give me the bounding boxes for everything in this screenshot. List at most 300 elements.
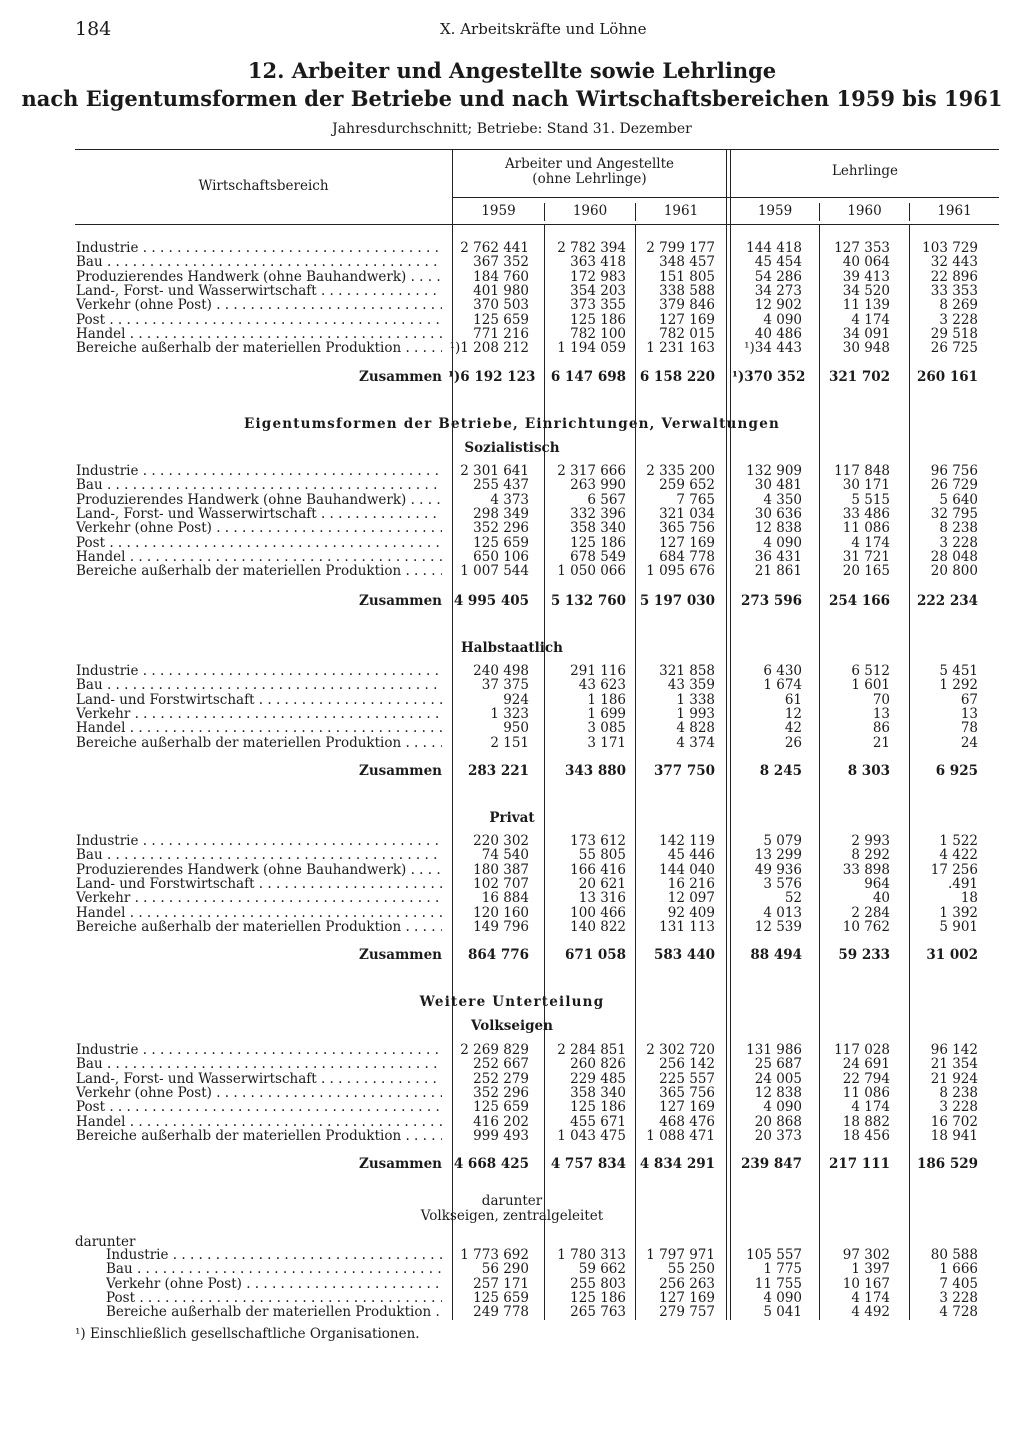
cell-value: 225 557 bbox=[659, 1070, 715, 1087]
table-row bbox=[0, 1129, 1024, 1144]
cell-value: 28 048 bbox=[930, 548, 978, 565]
cell-value: 1 186 bbox=[587, 691, 626, 708]
cell-value: 125 186 bbox=[570, 1099, 626, 1116]
table-row bbox=[0, 920, 1024, 935]
cell-value: 260 826 bbox=[570, 1056, 626, 1073]
cell-value: 1 050 066 bbox=[557, 563, 626, 580]
cell-value: 1 773 692 bbox=[460, 1247, 529, 1263]
cell-value: 6 567 bbox=[587, 491, 626, 508]
cell-value: 354 203 bbox=[570, 282, 626, 299]
cell-value: 34 273 bbox=[754, 282, 802, 299]
subsection-heading-centrally-managed: Volkseigen, zentralgeleitet bbox=[420, 1208, 604, 1224]
cell-value: 1 292 bbox=[939, 677, 978, 694]
cell-value: 13 316 bbox=[578, 890, 626, 907]
row-label: Land-, Forst- und Wasserwirtschaft . . . bbox=[76, 507, 442, 522]
row-label: Bereiche außerhalb der materiellen Produktion . . . bbox=[76, 341, 442, 356]
cell-value: 24 005 bbox=[754, 1070, 802, 1087]
total-value: 186 529 bbox=[916, 1156, 978, 1172]
row-label: Industrie . . . bbox=[76, 241, 442, 256]
cell-value: 26 729 bbox=[930, 477, 978, 494]
cell-value: 8 238 bbox=[939, 520, 978, 537]
cell-value: 924 bbox=[503, 691, 529, 708]
cell-value: 12 bbox=[784, 705, 802, 722]
cell-value: 4 090 bbox=[763, 311, 802, 328]
cell-value: 127 169 bbox=[659, 1099, 715, 1116]
total-value: 222 234 bbox=[916, 593, 978, 609]
cell-value: 166 416 bbox=[570, 861, 626, 878]
row-label: Land-, Forst- und Wasserwirtschaft . . . bbox=[76, 1072, 442, 1087]
cell-value: 4 090 bbox=[763, 1289, 802, 1306]
cell-value: 40 064 bbox=[842, 254, 890, 271]
cell-value: 2 799 177 bbox=[646, 240, 715, 256]
cell-value: 3 085 bbox=[587, 720, 626, 737]
cell-value: 36 431 bbox=[754, 548, 802, 565]
cell-value: 20 165 bbox=[842, 563, 890, 580]
cell-value: 184 760 bbox=[473, 268, 529, 285]
page-number: 184 bbox=[75, 18, 112, 40]
table-row bbox=[0, 298, 1024, 313]
cell-value: .491 bbox=[947, 875, 978, 892]
total-value: 5 197 030 bbox=[639, 593, 715, 609]
row-label: Post . . . bbox=[76, 1100, 442, 1115]
section-heading-further-breakdown: Weitere Unterteilung bbox=[419, 994, 605, 1010]
row-label: Handel . . . bbox=[76, 327, 442, 342]
cell-value: 4 174 bbox=[851, 1289, 890, 1306]
cell-value: 180 387 bbox=[473, 861, 529, 878]
cell-value: 7 405 bbox=[939, 1275, 978, 1292]
cell-value: 20 621 bbox=[578, 875, 626, 892]
cell-value: 43 359 bbox=[667, 677, 715, 694]
cell-value: 3 228 bbox=[939, 311, 978, 328]
cell-value: 348 457 bbox=[659, 254, 715, 271]
total-value: ¹)6 192 123 bbox=[448, 369, 536, 385]
cell-value: 24 bbox=[960, 734, 978, 751]
cell-value: 1 194 059 bbox=[557, 340, 626, 357]
row-label: Post . . . bbox=[76, 536, 442, 551]
cell-value: 1 674 bbox=[763, 677, 802, 694]
subsection-heading-private: Privat bbox=[489, 810, 535, 826]
stub-header: Wirtschaftsbereich bbox=[198, 178, 329, 194]
cell-value: 18 941 bbox=[930, 1127, 978, 1144]
cell-value: 256 263 bbox=[659, 1275, 715, 1292]
cell-value: 416 202 bbox=[473, 1113, 529, 1130]
cell-value: 61 bbox=[784, 691, 802, 708]
group-header-workers-line1: Arbeiter und Angestellte bbox=[504, 156, 675, 172]
table-row bbox=[0, 721, 1024, 736]
cell-value: 358 340 bbox=[570, 520, 626, 537]
cell-value: 45 446 bbox=[667, 847, 715, 864]
cell-value: 4 090 bbox=[763, 534, 802, 551]
year-header: 1959 bbox=[481, 203, 516, 219]
total-value: 5 132 760 bbox=[550, 593, 626, 609]
cell-value: 30 636 bbox=[754, 505, 802, 522]
cell-value: 11 086 bbox=[842, 1084, 890, 1101]
cell-value: 55 250 bbox=[667, 1261, 715, 1278]
cell-value: 96 756 bbox=[930, 463, 978, 479]
cell-value: 39 413 bbox=[842, 268, 890, 285]
row-label: Produzierendes Handwerk (ohne Bauhandwerk) . . . bbox=[76, 270, 442, 285]
cell-value: 16 884 bbox=[481, 890, 529, 907]
cell-value: 3 576 bbox=[763, 875, 802, 892]
row-label: Post . . . bbox=[106, 1291, 442, 1306]
cell-value: 782 100 bbox=[570, 325, 626, 342]
row-label: Verkehr (ohne Post) . . . bbox=[76, 298, 442, 313]
cell-value: 401 980 bbox=[473, 282, 529, 299]
cell-value: 26 bbox=[784, 734, 802, 751]
cell-value: 33 898 bbox=[842, 861, 890, 878]
total-value: 6 925 bbox=[935, 763, 978, 779]
cell-value: 999 493 bbox=[473, 1127, 529, 1144]
cell-value: 29 518 bbox=[930, 325, 978, 342]
cell-value: 279 757 bbox=[659, 1304, 715, 1321]
cell-value: 13 bbox=[872, 705, 890, 722]
table-title-line1: 12. Arbeiter und Angestellte sowie Lehrlinge bbox=[247, 58, 777, 83]
cell-value: 54 286 bbox=[754, 268, 802, 285]
cell-value: 12 902 bbox=[754, 297, 802, 314]
row-label: Verkehr . . . bbox=[76, 891, 442, 906]
cell-value: 964 bbox=[864, 875, 890, 892]
cell-value: 74 540 bbox=[481, 847, 529, 864]
total-label: Zusammen bbox=[359, 1156, 442, 1172]
cell-value: 33 486 bbox=[842, 505, 890, 522]
cell-value: 17 256 bbox=[930, 861, 978, 878]
cell-value: 131 113 bbox=[659, 918, 715, 935]
cell-value: 31 721 bbox=[842, 548, 890, 565]
cell-value: 67 bbox=[960, 691, 978, 708]
total-value: 283 221 bbox=[467, 763, 529, 779]
cell-value: 220 302 bbox=[473, 833, 529, 849]
row-label: Bau . . . bbox=[76, 848, 442, 863]
row-label: Industrie . . . bbox=[76, 464, 442, 479]
cell-value: 132 909 bbox=[746, 463, 802, 479]
cell-value: 1 993 bbox=[676, 705, 715, 722]
cell-value: ¹)34 443 bbox=[744, 340, 802, 357]
total-value: 88 494 bbox=[750, 947, 802, 963]
cell-value: 20 373 bbox=[754, 1127, 802, 1144]
cell-value: 5 079 bbox=[763, 833, 802, 849]
cell-value: 373 355 bbox=[570, 297, 626, 314]
cell-value: 257 171 bbox=[473, 1275, 529, 1292]
cell-value: 20 800 bbox=[930, 563, 978, 580]
cell-value: 2 762 441 bbox=[460, 240, 529, 256]
cell-value: 5 041 bbox=[763, 1304, 802, 1321]
total-value: 59 233 bbox=[838, 947, 890, 963]
total-value: 864 776 bbox=[467, 947, 529, 963]
row-label: Bereiche außerhalb der materiellen Produktion . . . bbox=[76, 736, 442, 751]
cell-value: 4 350 bbox=[763, 491, 802, 508]
cell-value: 1 780 313 bbox=[557, 1247, 626, 1263]
cell-value: 1 392 bbox=[939, 904, 978, 921]
row-label: Produzierendes Handwerk (ohne Bauhandwerk) . . . bbox=[76, 863, 442, 878]
row-label: Land-, Forst- und Wasserwirtschaft . . . bbox=[76, 284, 442, 299]
cell-value: 365 756 bbox=[659, 520, 715, 537]
row-label: Bau . . . bbox=[106, 1262, 442, 1277]
row-label: Handel . . . bbox=[76, 550, 442, 565]
row-label: Bau . . . bbox=[76, 1057, 442, 1072]
group-header-workers-line2: (ohne Lehrlinge) bbox=[532, 171, 647, 187]
running-head: X. Arbeitskräfte und Löhne bbox=[440, 20, 647, 38]
cell-value: 13 299 bbox=[754, 847, 802, 864]
row-label: Verkehr (ohne Post) . . . bbox=[76, 521, 442, 536]
row-label: Verkehr . . . bbox=[76, 707, 442, 722]
cell-value: 12 838 bbox=[754, 1084, 802, 1101]
cell-value: 4 828 bbox=[676, 720, 715, 737]
cell-value: 103 729 bbox=[922, 240, 978, 256]
cell-value: 125 659 bbox=[473, 1099, 529, 1116]
cell-value: 370 503 bbox=[473, 297, 529, 314]
cell-value: 950 bbox=[503, 720, 529, 737]
cell-value: 78 bbox=[960, 720, 978, 737]
row-label: Bau . . . bbox=[76, 478, 442, 493]
row-label: Industrie . . . bbox=[76, 664, 442, 679]
cell-value: 105 557 bbox=[746, 1247, 802, 1263]
cell-value: 86 bbox=[872, 720, 890, 737]
table-row bbox=[0, 341, 1024, 356]
cell-value: 240 498 bbox=[473, 663, 529, 679]
cell-value: 8 238 bbox=[939, 1084, 978, 1101]
year-header: 1961 bbox=[937, 203, 972, 219]
cell-value: 4 013 bbox=[763, 904, 802, 921]
cell-value: 782 015 bbox=[659, 325, 715, 342]
cell-value: 5 640 bbox=[939, 491, 978, 508]
cell-value: 8 292 bbox=[851, 847, 890, 864]
subsection-heading-state-owned: Volkseigen bbox=[471, 1018, 553, 1034]
cell-value: 16 702 bbox=[930, 1113, 978, 1130]
cell-value: 125 659 bbox=[473, 1289, 529, 1306]
cell-value: 367 352 bbox=[473, 254, 529, 271]
cell-value: 12 097 bbox=[667, 890, 715, 907]
cell-value: 11 139 bbox=[842, 297, 890, 314]
total-label: Zusammen bbox=[359, 369, 442, 385]
total-value: 31 002 bbox=[926, 947, 978, 963]
cell-value: 455 671 bbox=[570, 1113, 626, 1130]
cell-value: 2 284 bbox=[851, 904, 890, 921]
cell-value: 259 652 bbox=[659, 477, 715, 494]
cell-value: 7 765 bbox=[676, 491, 715, 508]
cell-value: 2 335 200 bbox=[646, 463, 715, 479]
total-value: ¹)370 352 bbox=[732, 369, 806, 385]
row-label: Industrie . . . bbox=[76, 1043, 442, 1058]
cell-value: 1 522 bbox=[939, 833, 978, 849]
cell-value: 2 269 829 bbox=[460, 1042, 529, 1058]
cell-value: 252 279 bbox=[473, 1070, 529, 1087]
total-label: Zusammen bbox=[359, 763, 442, 779]
cell-value: 1 775 bbox=[763, 1261, 802, 1278]
cell-value: 173 612 bbox=[570, 833, 626, 849]
cell-value: 30 948 bbox=[842, 340, 890, 357]
cell-value: 1 797 971 bbox=[646, 1247, 715, 1263]
total-value: 8 303 bbox=[847, 763, 890, 779]
cell-value: 37 375 bbox=[481, 677, 529, 694]
cell-value: 352 296 bbox=[473, 520, 529, 537]
cell-value: 3 171 bbox=[587, 734, 626, 751]
cell-value: 252 667 bbox=[473, 1056, 529, 1073]
total-row bbox=[0, 368, 1024, 386]
cell-value: 13 bbox=[960, 705, 978, 722]
cell-value: 332 396 bbox=[570, 505, 626, 522]
total-value: 4 668 425 bbox=[453, 1156, 529, 1172]
total-value: 254 166 bbox=[828, 593, 890, 609]
total-value: 321 702 bbox=[828, 369, 890, 385]
year-header: 1960 bbox=[847, 203, 882, 219]
cell-value: 684 778 bbox=[659, 548, 715, 565]
cell-value: 18 882 bbox=[842, 1113, 890, 1130]
cell-value: 229 485 bbox=[570, 1070, 626, 1087]
cell-value: 18 456 bbox=[842, 1127, 890, 1144]
cell-value: 1 338 bbox=[676, 691, 715, 708]
cell-value: 12 539 bbox=[754, 918, 802, 935]
cell-value: 771 216 bbox=[473, 325, 529, 342]
cell-value: 127 169 bbox=[659, 1289, 715, 1306]
row-label: Handel . . . bbox=[76, 721, 442, 736]
cell-value: 10 762 bbox=[842, 918, 890, 935]
header-top-rule bbox=[75, 149, 999, 150]
cell-value: 21 924 bbox=[930, 1070, 978, 1087]
subsection-heading-among-them: darunter bbox=[481, 1193, 543, 1209]
cell-value: 5 515 bbox=[851, 491, 890, 508]
total-value: 4 834 291 bbox=[639, 1156, 715, 1172]
cell-value: 1 095 676 bbox=[646, 563, 715, 580]
row-label: Bereiche außerhalb der materiellen Produktion . . . bbox=[76, 564, 442, 579]
row-label: Industrie . . . bbox=[76, 834, 442, 849]
section-heading-ownership: Eigentumsformen der Betriebe, Einrichtungen, Verwaltungen bbox=[243, 416, 780, 432]
total-value: 260 161 bbox=[916, 369, 978, 385]
total-value: 4 757 834 bbox=[550, 1156, 626, 1172]
footnote: ¹) Einschließlich gesellschaftliche Organisationen. bbox=[75, 1326, 420, 1342]
cell-value: 678 549 bbox=[570, 548, 626, 565]
cell-value: 125 186 bbox=[570, 311, 626, 328]
cell-value: 125 659 bbox=[473, 534, 529, 551]
cell-value: 32 443 bbox=[930, 254, 978, 271]
cell-value: 338 588 bbox=[659, 282, 715, 299]
table-row bbox=[0, 891, 1024, 906]
year-header: 1960 bbox=[572, 203, 608, 219]
cell-value: 1 007 544 bbox=[460, 563, 529, 580]
cell-value: 32 795 bbox=[930, 505, 978, 522]
total-value: 671 058 bbox=[564, 947, 626, 963]
year-header: 1961 bbox=[663, 203, 699, 219]
cell-value: 1 397 bbox=[851, 1261, 890, 1278]
cell-value: 363 418 bbox=[570, 254, 626, 271]
cell-value: 4 174 bbox=[851, 534, 890, 551]
cell-value: 321 858 bbox=[659, 663, 715, 679]
cell-value: 52 bbox=[784, 890, 802, 907]
group-header-apprentices: Lehrlinge bbox=[831, 163, 899, 179]
cell-value: 49 936 bbox=[754, 861, 802, 878]
cell-value: 1 699 bbox=[587, 705, 626, 722]
cell-value: 70 bbox=[872, 691, 890, 708]
table-row bbox=[0, 521, 1024, 536]
cell-value: 34 520 bbox=[842, 282, 890, 299]
cell-value: 2 317 666 bbox=[557, 463, 626, 479]
cell-value: 117 028 bbox=[834, 1042, 890, 1058]
cell-value: 117 848 bbox=[834, 463, 890, 479]
total-value: 343 880 bbox=[564, 763, 626, 779]
row-label: Bereiche außerhalb der materiellen Produktion . . . bbox=[76, 920, 442, 935]
cell-value: 149 796 bbox=[473, 918, 529, 935]
total-row bbox=[0, 1155, 1024, 1173]
cell-value: 30 481 bbox=[754, 477, 802, 494]
total-value: 273 596 bbox=[740, 593, 802, 609]
total-row bbox=[0, 592, 1024, 610]
cell-value: 22 794 bbox=[842, 1070, 890, 1087]
table-subtitle: Jahresdurchschnitt; Betriebe: Stand 31. Dezember bbox=[332, 121, 692, 137]
total-value: 6 158 220 bbox=[639, 369, 715, 385]
cell-value: 12 838 bbox=[754, 520, 802, 537]
year-header: 1959 bbox=[757, 203, 793, 219]
cell-value: 358 340 bbox=[570, 1084, 626, 1101]
cell-value: 3 228 bbox=[939, 1099, 978, 1116]
cell-value: 125 186 bbox=[570, 534, 626, 551]
cell-value: 127 169 bbox=[659, 311, 715, 328]
cell-value: 321 034 bbox=[659, 505, 715, 522]
cell-value: 140 822 bbox=[570, 918, 626, 935]
cell-value: 43 623 bbox=[578, 677, 626, 694]
row-label: Post . . . bbox=[76, 313, 442, 328]
cell-value: 142 119 bbox=[659, 833, 715, 849]
cell-value: 40 486 bbox=[754, 325, 802, 342]
row-label: Produzierendes Handwerk (ohne Bauhandwerk) . . . bbox=[76, 493, 442, 508]
cell-value: 3 228 bbox=[939, 534, 978, 551]
cell-value: 21 bbox=[872, 734, 890, 751]
cell-value: 4 174 bbox=[851, 311, 890, 328]
row-label: Handel . . . bbox=[76, 1115, 442, 1130]
cell-value: 30 171 bbox=[842, 477, 890, 494]
cell-value: 92 409 bbox=[667, 904, 715, 921]
cell-value: 120 160 bbox=[473, 904, 529, 921]
row-label: Industrie . . . bbox=[106, 1248, 442, 1263]
cell-value: 1 666 bbox=[939, 1261, 978, 1278]
cell-value: 21 354 bbox=[930, 1056, 978, 1073]
cell-value: 6 512 bbox=[851, 663, 890, 679]
cell-value: 8 269 bbox=[939, 297, 978, 314]
cell-value: 255 803 bbox=[570, 1275, 626, 1292]
cell-value: 2 993 bbox=[851, 833, 890, 849]
cell-value: 1 601 bbox=[851, 677, 890, 694]
cell-value: 249 778 bbox=[473, 1304, 529, 1321]
cell-value: 2 151 bbox=[490, 734, 529, 751]
cell-value: 22 896 bbox=[930, 268, 978, 285]
total-label: Zusammen bbox=[359, 593, 442, 609]
row-label: Bau . . . bbox=[76, 678, 442, 693]
total-value: 4 995 405 bbox=[453, 593, 529, 609]
cell-value: 265 763 bbox=[570, 1304, 626, 1321]
cell-value: 59 662 bbox=[578, 1261, 626, 1278]
subsection-heading-socialist: Sozialistisch bbox=[464, 440, 560, 456]
cell-value: 125 659 bbox=[473, 311, 529, 328]
row-label: Verkehr (ohne Post) . . . bbox=[106, 1277, 442, 1292]
cell-value: 2 302 720 bbox=[646, 1042, 715, 1058]
cell-value: 650 106 bbox=[473, 548, 529, 565]
cell-value: ¹)1 208 212 bbox=[449, 340, 529, 357]
row-label: Bereiche außerhalb der materiellen Produktion . . . bbox=[106, 1305, 442, 1320]
cell-value: 144 040 bbox=[659, 861, 715, 878]
cell-value: 291 116 bbox=[570, 663, 626, 679]
cell-value: 4 492 bbox=[851, 1304, 890, 1321]
row-label: Bereiche außerhalb der materiellen Produktion . . . bbox=[76, 1129, 442, 1144]
row-label: Land- und Forstwirtschaft . . . bbox=[76, 877, 442, 892]
cell-value: 2 782 394 bbox=[557, 240, 626, 256]
cell-value: 2 301 641 bbox=[460, 463, 529, 479]
cell-value: 2 284 851 bbox=[557, 1042, 626, 1058]
total-row bbox=[0, 762, 1024, 780]
cell-value: 1 043 475 bbox=[557, 1127, 626, 1144]
cell-value: 96 142 bbox=[930, 1042, 978, 1058]
cell-value: 20 868 bbox=[754, 1113, 802, 1130]
cell-value: 21 861 bbox=[754, 563, 802, 580]
cell-value: 144 418 bbox=[746, 240, 802, 256]
cell-value: 97 302 bbox=[842, 1247, 890, 1263]
